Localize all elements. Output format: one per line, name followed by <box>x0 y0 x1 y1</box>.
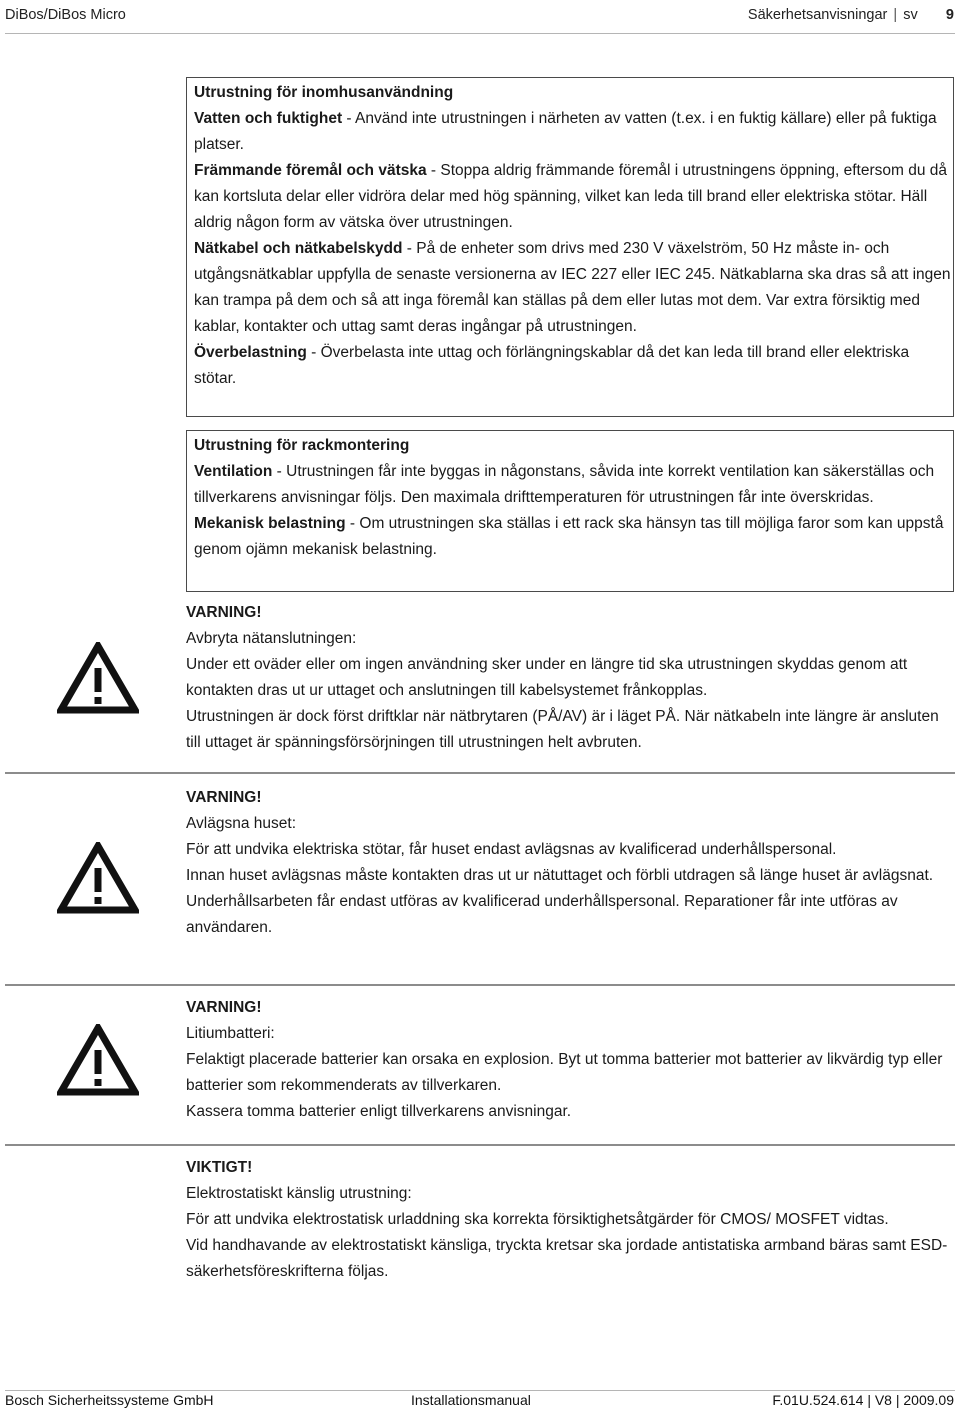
header-rule <box>5 33 955 34</box>
item-ventilation <box>194 459 953 511</box>
notice-divider <box>5 772 955 774</box>
notice-paragraph: Kassera tomma batterier enligt tillverkarens anvisningar. <box>186 1103 572 1120</box>
item-overload <box>194 340 953 392</box>
footer-rule <box>5 1390 955 1391</box>
warning-triangle-icon <box>57 1024 139 1096</box>
indoor-equipment-box <box>186 77 954 417</box>
notice-content <box>186 785 956 941</box>
item-term: Främmande föremål och vätska <box>194 162 427 179</box>
item-text: - På de enheter som drivs med 230 V växelström, 50 Hz måste in- och utgångsnätkablar uppfylla de senaste versionerna av IEC 227 eller IEC 245. Nätkablarna ska dras så att ingen kan trampa på dem och så att inga föremål kan ställas på dem eller lutas mot dem. Var extra försiktig med kablar, kontakter och uttag samt deras ingångar på utrustningen. <box>194 240 951 335</box>
document-reference: F.01U.524.614 | V8 | 2009.09 <box>772 1392 954 1408</box>
notice-label: VARNING! <box>186 999 262 1016</box>
notice-paragraph: Utrustningen är dock först driftklar när nätbrytaren (PÅ/AV) är i läget PÅ. När nätkabeln inte längre är ansluten till uttaget är spänningsförsörjningen till utrustningen helt avbruten. <box>186 708 939 751</box>
item-term: Nätkabel och nätkabelskydd <box>194 240 403 257</box>
item-term: Vatten och fuktighet <box>194 110 343 127</box>
notice-subject: Elektrostatiskt känslig utrustning: <box>186 1185 412 1202</box>
item-water-moisture <box>194 106 953 158</box>
item-text: - Om utrustningen ska ställas i ett rack ska hänsyn tas till möjliga faror som kan uppstå genom ojämn mekanisk belastning. <box>194 515 944 558</box>
warning-triangle-icon <box>57 842 139 914</box>
notice-label: VARNING! <box>186 789 262 806</box>
item-power-cord <box>194 236 953 340</box>
warning-triangle-icon <box>57 642 139 714</box>
warning-power-disconnect <box>5 600 955 760</box>
rack-equipment-box <box>186 430 954 592</box>
notice-paragraph: Felaktigt placerade batterier kan orsaka en explosion. Byt ut tomma batterier mot batterier av likvärdig typ eller batterier som rekommenderats av tillverkaren. <box>186 1051 943 1094</box>
item-term: Överbelastning <box>194 344 307 361</box>
notice-paragraph: Under ett oväder eller om ingen användning sker under en längre tid ska utrustningen skyddas genom att kontakten dras ut ur uttaget och anslutningen till kabelsystemet frånkopplas. <box>186 656 908 699</box>
notice-subject: Avlägsna huset: <box>186 815 297 832</box>
notice-content <box>186 1155 956 1285</box>
notice-paragraph: Vid handhavande av elektrostatiskt känsliga, tryckta kretsar ska jordade antistatiska armband bäras samt ESD-säkerhetsföreskrifterna följas. <box>186 1237 948 1280</box>
notice-subject: Litiumbatteri: <box>186 1025 275 1042</box>
warning-remove-housing <box>5 772 955 972</box>
item-mechanical-load <box>194 511 953 563</box>
item-foreign-objects <box>194 158 953 236</box>
item-term: Ventilation <box>194 463 273 480</box>
language-code: sv <box>903 7 918 23</box>
box-title: Utrustning för rackmontering <box>194 437 410 454</box>
notice-paragraph: För att undvika elektrostatisk urladdning ska korrekta försiktighetsåtgärder för CMOS/ MOSFET vidtas. <box>186 1211 889 1228</box>
warning-lithium-battery <box>5 984 955 1144</box>
item-text: - Överbelasta inte uttag och förlängningskablar då det kan leda till brand eller elektriska stötar. <box>194 344 910 387</box>
important-esd-notice <box>5 1144 955 1324</box>
notice-paragraph: För att undvika elektriska stötar, får huset endast avlägsnas av kvalificerad underhållspersonal. <box>186 841 837 858</box>
notice-paragraph: Innan huset avlägsnas måste kontakten dras ut ur nätuttaget och förbli utdragen så länge huset är avlägsnat. Underhållsarbeten får endast utföras av kvalificerad underhållspersonal. Reparationer får inte utföras av användaren. <box>186 867 934 936</box>
header-section-info <box>748 7 954 23</box>
notice-label: VIKTIGT! <box>186 1159 253 1176</box>
notice-label: VARNING! <box>186 604 262 621</box>
company-name: Bosch Sicherheitssysteme GmbH <box>5 1392 214 1408</box>
notice-divider <box>5 1144 955 1146</box>
product-name: DiBos/DiBos Micro <box>5 7 126 23</box>
item-term: Mekanisk belastning <box>194 515 346 532</box>
item-text: - Stoppa aldrig främmande föremål i utrustningens öppning, eftersom du då kan kortsluta delar eller vidröra delar med hög spänning, vilket kan leda till brand eller elektriska stötar. Häll aldrig någon form av vätska över utrustningen. <box>194 162 947 231</box>
document-type: Installationsmanual <box>411 1392 531 1408</box>
box-title: Utrustning för inomhusanvändning <box>194 84 454 101</box>
page-number: 9 <box>945 7 954 23</box>
page-footer <box>0 1390 960 1409</box>
item-text: - Använd inte utrustningen i närheten av vatten (t.ex. i en fuktig källare) eller på fuktiga platser. <box>194 110 937 153</box>
item-text: - Utrustningen får inte byggas in någonstans, såvida inte korrekt ventilation kan säkerställas och tillverkarens anvisningar följs. Den maximala drifttemperaturen för utrustningen får inte överskridas. <box>194 463 935 506</box>
page-header <box>0 0 960 34</box>
notice-content <box>186 600 956 756</box>
notice-divider <box>5 984 955 986</box>
header-divider: | <box>893 7 898 23</box>
section-title: Säkerhetsanvisningar <box>747 7 888 23</box>
notice-content <box>186 995 956 1125</box>
notice-subject: Avbryta nätanslutningen: <box>186 630 357 647</box>
